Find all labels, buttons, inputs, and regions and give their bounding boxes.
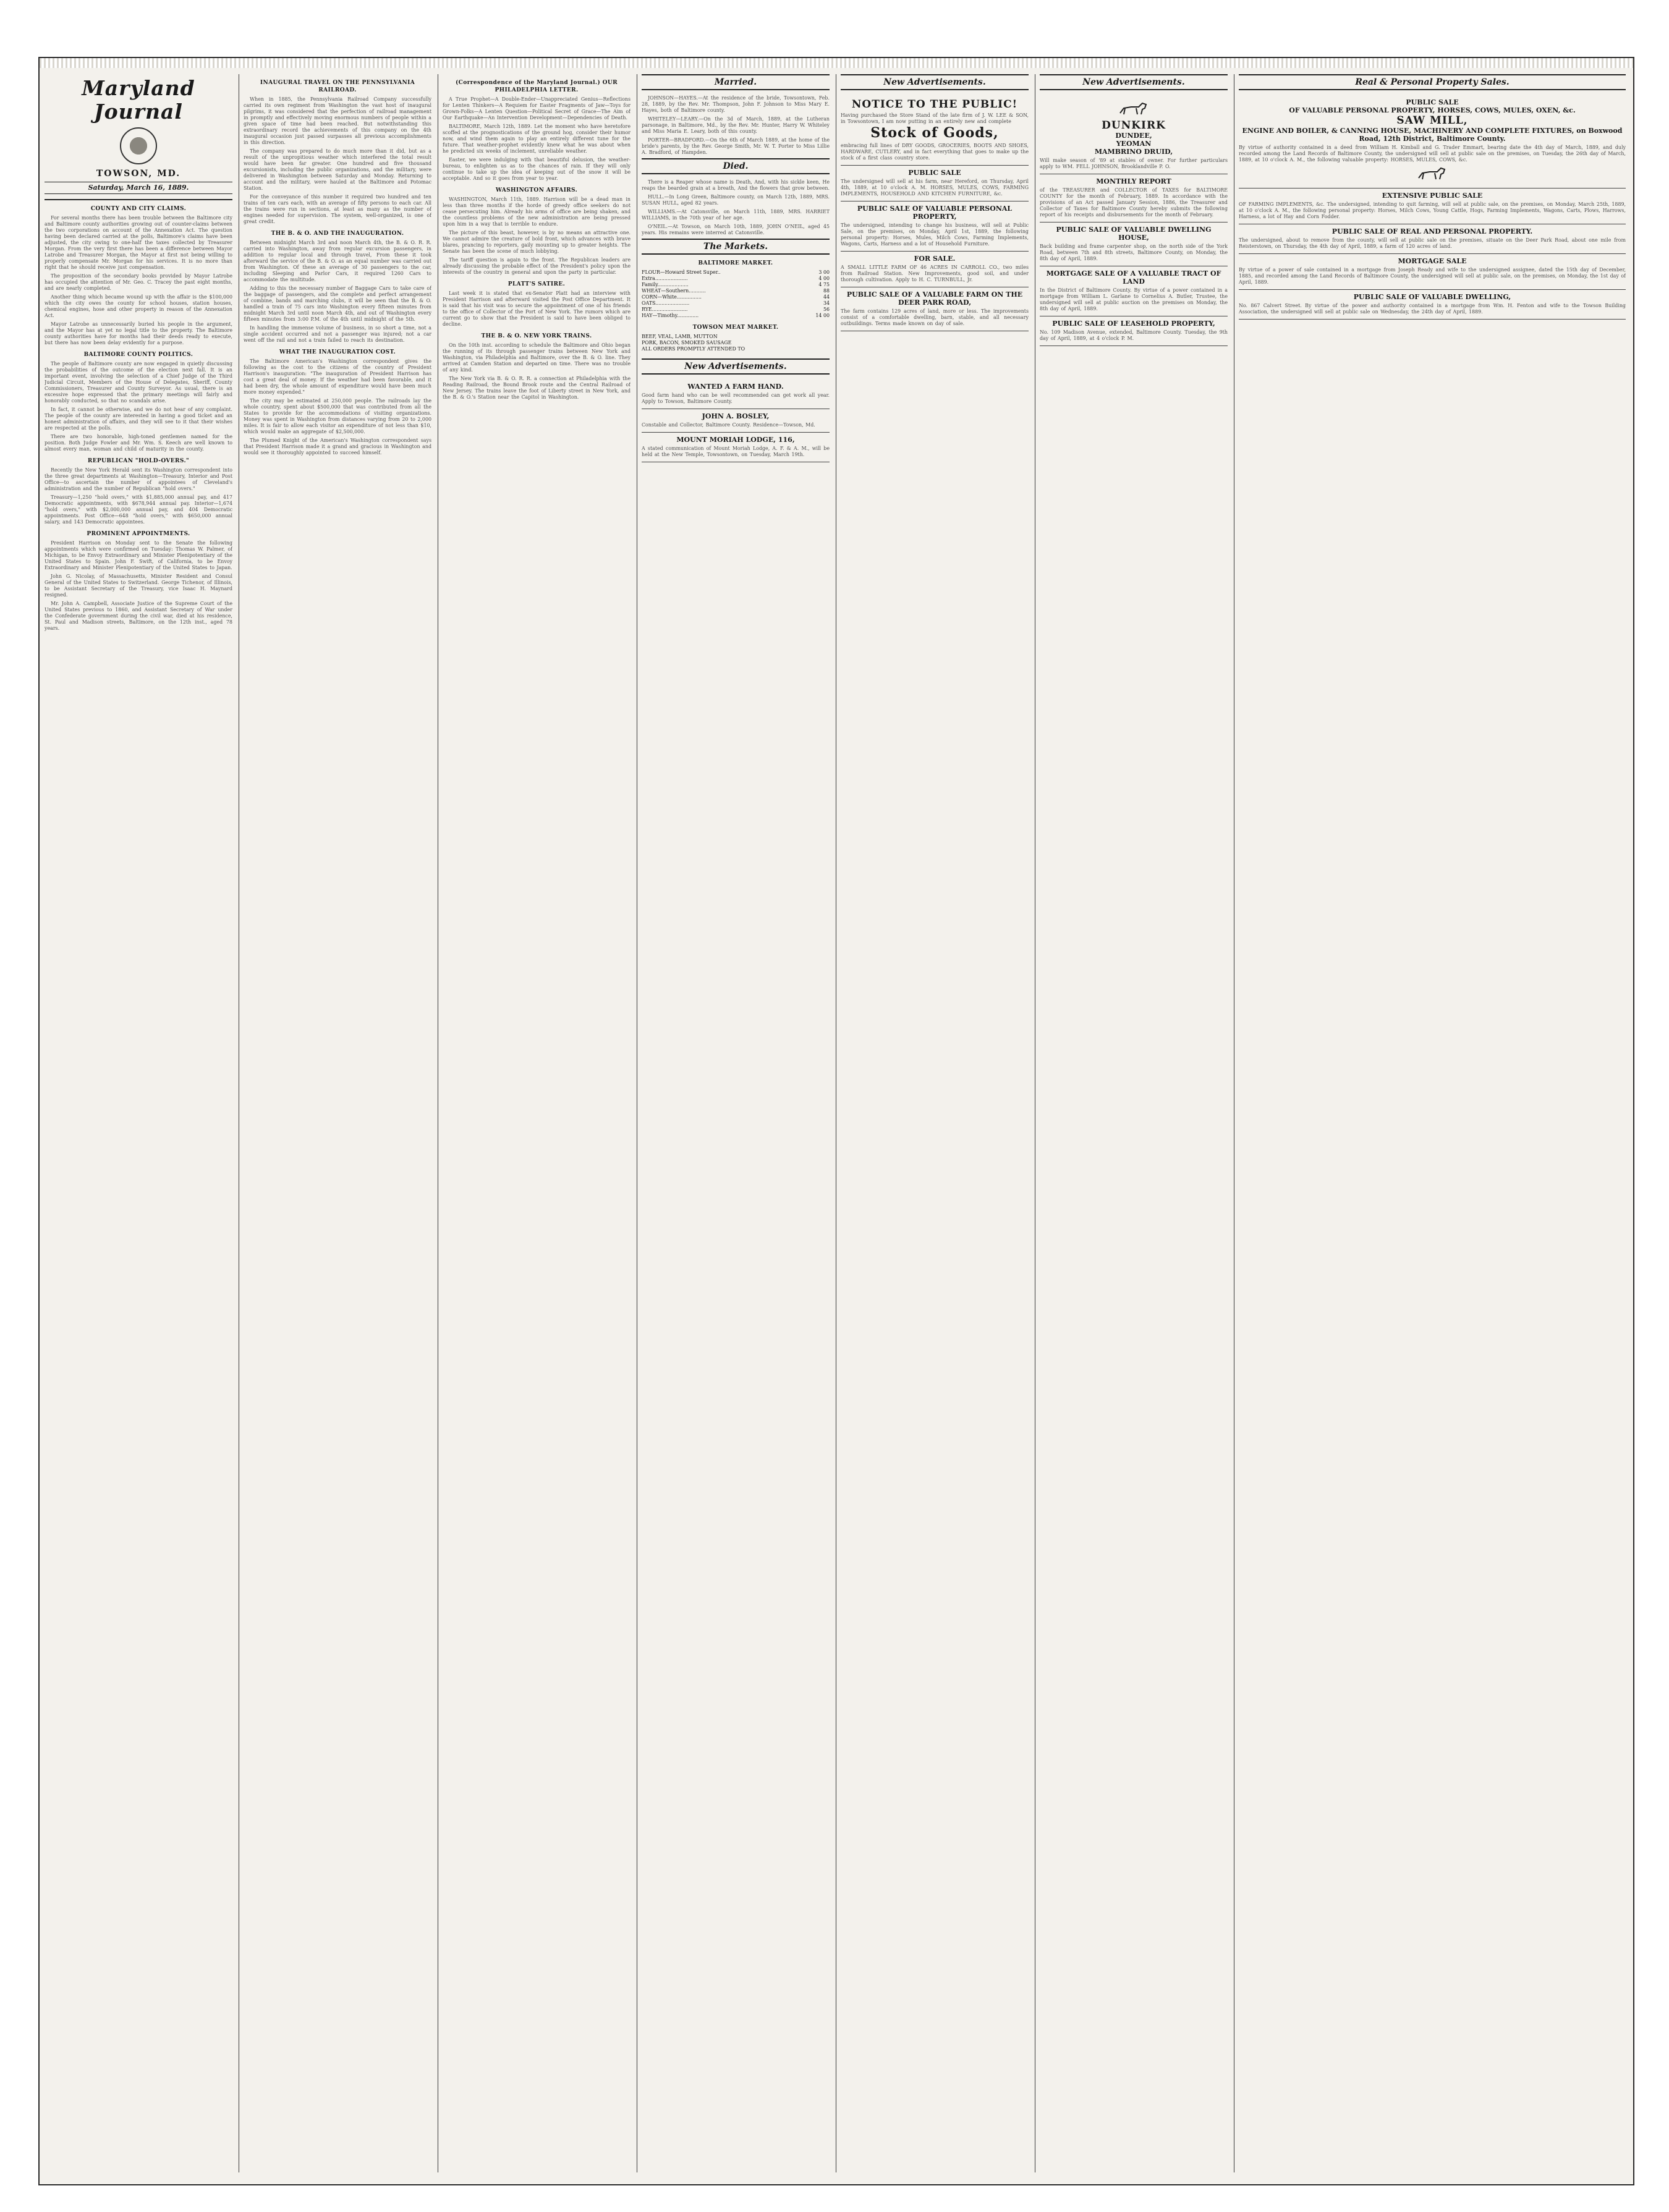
towson-market-table (642, 334, 830, 352)
seal-icon (120, 127, 157, 164)
article-heading: (Correspondence of the Maryland Journal.) OUR PHILADELPHIA LETTER. (455, 80, 618, 93)
markets-heading: The Markets. (642, 239, 830, 255)
towson-market-heading: TOWSON MEAT MARKET. (692, 324, 779, 331)
property-sales-heading: Real & Personal Property Sales. (1239, 74, 1626, 90)
market-price: 34 (823, 300, 830, 306)
market-row (642, 334, 830, 340)
dunkirk-title: DUNKIRK (1102, 119, 1166, 132)
column-4: Married. JOHNSON—HAYES.—At the residence of the bride, Towsontown, Feb. 28, 1889, by the Rev. Mr. Thompson, John F. Johnson to Miss Mary E. Hayes, both of Baltimore county. WHITELEY—LEARY.—On the 3d of March, 1889, at the Lutheran parsonage, in Baltimore, Md., by the Rev. Mr. Hunter, Harry W. Whiteley and Miss Maria E. Leary, both of this county. PORTER—BRADFORD.—On the 6th of March 1889, at the home of the bride's parents, by the Rev. George Smith, Mr. W. T. Porter to Miss Lillie A. Bradford, of Hampden. Died. There is a Reaper whose name is Death, And, with his sickle keen, He reaps the bearded grain at a breath, And the flowers that grow between. HULL.—In Long Green, Baltimore county, on March 12th, 1889, MRS. SUSAN HULL, aged 82 years. WILLIAMS.—At Catonsville, on March 11th, 1889, MRS. HARRIET WILLIAMS, in the 70th year of her age. O'NEIL.—At Towson, on March 10th, 1889, JOHN O'NEIL, aged 45 years. His remains were interred at Catonsville. The Markets. BALTIMORE MARKET. FLOUR—Howard Street Super.. 3 00 Extra..................... 4 00 Family.................... 4 75 WHEAT—Southern........... 88 CORN—White................ 44 OATS...................... 34 RYE....................... 56 HAY—Timothy.............. 14 00 TOWSON MEAT MARKET. BEEF, VEAL, LAMB, MUTTON PORK, BACON, SMOKED SAUSAGE ALL ORDERS PROMPTLY ATTENDED TO New Advertisements. WANTED A FARM HAND. Good farm hand who can be well recommended can get work all year. Apply to Towson, Baltimore County. JOHN A. BOSLEY, Constable and Collector, Baltimore County. Residence—Towson, Md. MOUNT MORIAH LODGE, 116, A stated communication of Mount Moriah Lodge, A. F. & A. M., will be held at the New Temple, Towsontown, on Tuesday, March 19th. (642, 74, 830, 2172)
married-heading: Married. (642, 74, 830, 90)
market-item: ALL ORDERS PROMPTLY ATTENDED TO (642, 346, 745, 352)
market-item: PORK, BACON, SMOKED SAUSAGE (642, 340, 732, 345)
market-row (642, 340, 830, 346)
market-row (642, 288, 830, 294)
died-heading: Died. (642, 158, 830, 174)
new-ads-heading: New Advertisements. (642, 358, 830, 375)
market-row (642, 300, 830, 307)
new-ads-heading: New Advertisements. (1040, 74, 1228, 90)
market-row (642, 313, 830, 319)
article-body: For several months there has been trouble between the Baltimore city and Baltimore county authorities growing out of counter-claims between the two corporations on account of the Annexation Act. The question having been declared carried at the polls, Baltimore's claims have been adjusted, the city owing to one-half the taxes collected by Treasurer Morgan. From the very first there has been a difference between Mayor Latrobe and Treasurer Morgan, the Mayor at first not being willing to properly compensate Mr. Morgan for his services. It is no more than right that he should receive just compensation. The proposition of the secondary books provided by Mayor Latrobe has occupied the attention of Mr. Geo. C. Tracey the past eight months, and are nearly completed. Another thing which became wound up with the affair is the $100,000 which the city owes the county for school houses, station houses, chemical engines, hose and other property in reason of the Annexation Act. Mayor Latrobe as unnecessarily buried his people in the argument, and the Mayor has at yet no legal title to the property. The Baltimore county authorities have for months had their deeds ready to execute, but there has now been delay evidently for a purpose. (45, 215, 232, 345)
article-heading: COUNTY AND CITY CLAIMS. (90, 206, 187, 212)
yeoman-title: YEOMAN (1116, 140, 1152, 148)
market-item: Extra..................... (642, 276, 688, 281)
column-7: Real & Personal Property Sales. PUBLIC SALE OF VALUABLE PERSONAL PROPERTY, HORSES, COWS, MULES, OXEN, &c. SAW MILL, ENGINE AND BOILER, & CANNING HOUSE, MACHINERY AND COMPLETE FIXTURES, on Boxwood Road, 12th District, Baltimore County. By virtue of authority contained in a deed from William H. Kimball and G. Trader Emmart, bearing date the 4th day of March, 1889, and duly recorded among the Land Records of Baltimore County, the undersigned will sell at public sale on the premises, on Tuesday, the 26th day of March, 1889, at 10 o'clock A. M., the following valuable property: HORSES, MULES, COWS, &c. EXTENSIVE PUBLIC SALE OF FARMING IMPLEMENTS, &c. The undersigned, intending to quit farming, will sell at public sale, on the premises, on Monday, March 25th, 1889, at 10 o'clock A. M., the following personal property: Horses, Milch Cows, Young Cattle, Hogs, Farming Implements, Wagons, Carts, Plows, Harrows, Harness, a lot of Hay and Corn Fodder. PUBLIC SALE OF REAL AND PERSONAL PROPERTY. The undersigned, about to remove from the county, will sell at public sale on the premises, situate on the Deer Park Road, about one mile from Reisterstown, on Thursday, the 4th day of April, 1889, a farm of 120 acres of land. MORTGAGE SALE By virtue of a power of sale contained in a mortgage from Joseph Ready and wife to the undersigned assignee, dated the 15th day of December, 1885, and recorded among the Land Records of Baltimore County, the undersigned will sell at public sale, on the premises, on Monday, the 1st day of April, 1889. PUBLIC SALE OF VALUABLE DWELLING, No. 867 Calvert Street. By virtue of the power and authority contained in a mortgage from Wm. H. Fenton and wife to the Towson Building Association, the undersigned will sell at public sale on Wednesday, the 24th day of April, 1889. (1239, 74, 1626, 2172)
column-3: (Correspondence of the Maryland Journal.) OUR PHILADELPHIA LETTER. A True Prophet—A Double-Ender—Unappreciated Genius—Reflections for Lenten Thinkers—A Requiem for Easter Fragments of Jaw—Toys for Grown-Folks—A Lenten Question—Political Secret of Grace—The Aim of Our Earthquake—An Intervention Development—Dependencies of Death. BALTIMORE, March 12th, 1889. Let the moment who have heretofore scoffed at the prognostications of the ground hog, consider their humor now, and wind them again to play an entirely different tune for the future. That weather-prophet evidently knew what he was about when he predicted six weeks of inclement, unreliable weather. Easter, we were indulging with that beautiful delusion, the weather-bureau, to enlighten us as to the chances of rain. If they will only continue to take up the idea of keeping out of the snow it will be acceptable. And so it goes from year to year. WASHINGTON AFFAIRS. WASHINGTON, March 11th, 1889. Harrison will be a dead man in less than three months if the horde of greedy office seekers do not cease persecuting him. Already his arms of office are being shaken, and the countless problems of the new administration are being pressed upon him in a way that is terrible to endure. The picture of this beast, however, is by no means an attractive one. We cannot admire the creature of bold front, which advances with brave blares, prancing to reporters, gaily mounting up to greater heights. The Senate has been the scene of much lobbying. The tariff question is again to the front. The Republican leaders are already discussing the probable effect of the President's policy upon the interests of the country in general and upon the party in particular. PLATT'S SATIRE. Last week it is stated that ex-Senator Platt had an interview with President Harrison and afterward visited the Post Office Department. It is said that his visit was to secure the appointment of one of his friends to the office of Collector of the Port of New York. The rumors which are current go to show that the President is said to have been obliged to decline. THE B. & O. NEW YORK TRAINS. On the 10th inst. according to schedule the Baltimore and Ohio began the running of its through passenger trains between New York and Washington, via Philadelphia and Baltimore, over the B. & O. line. They arrived at Camden Station and departed on time. There was no trouble of any kind. The New York via B. & O. R. R. a connection at Philadelphia with the Reading Railroad, the Bound Brook route and the Central Railroad of New Jersey. The trains leave the foot of Liberty street in New York, and the B. & O.'s Station near the Capitol in Washington. (443, 80, 631, 400)
masthead-place: TOWSON, MD. (96, 169, 181, 179)
market-price: 44 (823, 294, 830, 300)
extensive-sale-title: EXTENSIVE PUBLIC SALE (1382, 192, 1483, 200)
newspaper-sheet (38, 57, 1634, 2185)
scan-edge (40, 58, 1633, 68)
market-item: WHEAT—Southern........... (642, 288, 706, 294)
column-1: Maryland Journal TOWSON, MD. Saturday, March 16, 1889. COUNTY AND CITY CLAIMS. For several months there has been trouble between the Baltimore city and Baltimore county authorities growing out of counter-claims between the two corporations on account of the Annexation Act. The question having been declared carried at the polls, Baltimore's claims have been adjusted, the city owing to one-half the taxes collected by Treasurer Morgan. From the very first there has been a difference between Mayor Latrobe and Treasurer Morgan, the Mayor at first not being willing to properly compensate Mr. Morgan for his services. It is no more than right that he should receive just compensation. The proposition of the secondary books provided by Mayor Latrobe has occupied the attention of Mr. Geo. C. Tracey the past eight months, and are nearly completed. Another thing which became wound up with the affair is the $100,000 which the city owes the county for school houses, station houses, chemical engines, hose and other property in reason of the Annexation Act. Mayor Latrobe as unnecessarily buried his people in the argument, and the Mayor has at yet no legal title to the property. The Baltimore county authorities have for months had their deeds ready to execute, but there has now been delay evidently for a purpose. BALTIMORE COUNTY POLITICS. The people of Baltimore county are now engaged in quietly discussing the probabilities of the outcome of the election next fall. It is an important event, involving the selection of a Chief Judge of the Third Judicial Circuit, Members of the House of Delegates, Sheriff, County Commissioners, Treasurer and County Surveyor. As usual, there is an excessive hope expressed that the primary meetings will fairly and honorably conducted, so that no scandals arise. In fact, it cannot be otherwise, and we do not hear of any complaint. The people of the county are interested in having a good ticket and an honest administration of affairs, and they will see to it that their wishes are respected at the polls. There are two honorable, high-toned gentlemen named for the position. Both Judge Fowler and Mr. Wm. S. Keech are well known to almost every man, woman and child of maturity in the county. REPUBLICAN "HOLD-OVERS." Recently the New York Herald sent its Washington correspondent into the three great departments at Washington—Treasury, Interior and Post Office—to ascertain the number of appointees of Cleveland's administration and the number of Republican "hold overs." Treasury—1,250 "hold overs," with $1,885,000 annual pay, and 417 Democratic appointments, with $678,944 annual pay. Interior—1,674 "hold overs," with $2,000,000 annual pay, and 404 Democratic appointments. Post Office—648 "hold overs," with $650,000 annual salary, and 143 Democratic appointees. PROMINENT APPOINTMENTS. President Harrison on Monday sent to the Senate the following appointments which were confirmed on Tuesday: Thomas W. Palmer, of Michigan, to be Envoy Extraordinary and Minister Plenipotentiary of the United States to Spain. John F. Swift, of California, to be Envoy Extraordinary and Minister Plenipotentiary of the United States to Japan. John G. Nicolay, of Massachusetts, Minister Resident and Consul General of the United States to Switzerland. George Tichenor, of Illinois, to be Assistant Secretary of the Treasury, vice Isaac H. Maynard resigned. Mr. John A. Campbell, Associate Justice of the Supreme Court of the United States previous to 1860, and Assistant Secretary of War under the Confederate government during the civil war, died at his residence, St. Paul and Madison streets, Baltimore, on the 12th inst., aged 78 years. (45, 74, 232, 2172)
horse-icon (1416, 166, 1448, 182)
market-row (642, 282, 830, 288)
market-row (642, 346, 830, 352)
market-item: FLOUR—Howard Street Super.. (642, 269, 721, 275)
market-row (642, 307, 830, 313)
masthead-title: Maryland Journal (82, 76, 195, 124)
market-item: BEEF, VEAL, LAMB, MUTTON (642, 334, 718, 339)
column-6: New Advertisements. DUNKIRK DUNDEE, YEOMAN MAMBRINO DRUID, Will make season of '89 at stables of owner. For further particulars apply to WM. FELL JOHNSON, Brooklandville P. O. MONTHLY REPORT of the TREASURER and COLLECTOR of TAXES for BALTIMORE COUNTY for the month of February, 1889. In accordance with the provisions of an Act passed January Session, 1886, the Treasurer and Collector of Taxes for Baltimore County hereby submits the following report of his receipts and disbursements for the month of February. PUBLIC SALE OF VALUABLE DWELLING HOUSE, Back building and frame carpenter shop, on the north side of the York Road, between 7th and 8th streets, Baltimore County, on Monday, the 8th day of April, 1889. MORTGAGE SALE OF A VALUABLE TRACT OF LAND In the District of Baltimore County. By virtue of a power contained in a mortgage from William L. Garlane to Cornelius A. Butler, Trustee, the undersigned will sell at public auction on the premises on Monday, the 8th day of April, 1889. PUBLIC SALE OF LEASEHOLD PROPERTY, No. 109 Madison Avenue, extended, Baltimore County. Tuesday, the 9th day of April, 1889, at 4 o'clock P. M. (1040, 74, 1228, 2172)
market-price: 56 (823, 307, 830, 312)
market-row (642, 294, 830, 300)
baltimore-market-table (642, 269, 830, 319)
baltimore-market-heading: BALTIMORE MARKET. (698, 260, 773, 266)
column-5: New Advertisements. NOTICE TO THE PUBLIC! Having purchased the Store Stand of the late firm of J. W. LEE & SON, in Towsontown, I am now putting in an entirely new and complete Stock of Goods, embracing full lines of DRY GOODS, GROCERIES, BOOTS AND SHOES, HARDWARE, CUTLERY, and in fact everything that goes to make up the stock of a first class country store. PUBLIC SALE The undersigned will sell at his farm, near Hereford, on Thursday, April 4th, 1889, at 10 o'clock A. M. HORSES, MULES, COWS, FARMING IMPLEMENTS, HOUSEHOLD AND KITCHEN FURNITURE, &c. PUBLIC SALE OF VALUABLE PERSONAL PROPERTY, The undersigned, intending to change his business, will sell at Public Sale, on the premises, on Monday, April 1st, 1889, the following personal property: Horses, Mules, Milch Cows, Farming Implements, Wagons, Carts, Harness and a lot of Household Furniture. FOR SALE. A SMALL LITTLE FARM OF 46 ACRES IN CARROLL CO., two miles from Railroad Station. New Improvements, good soil, and under thorough cultivation. Apply to H. C. TURNBULL, Jr. PUBLIC SALE OF A VALUABLE FARM ON THE DEER PARK ROAD, The farm contains 129 acres of land, more or less. The improvements consist of a comfortable dwelling, barn, stable, and all necessary outbuildings. Terms made known on day of sale. (841, 74, 1029, 2172)
article-subheading: BALTIMORE COUNTY POLITICS. (83, 352, 193, 358)
public-sale-title: PUBLIC SALE (908, 169, 961, 177)
market-item: Family.................... (642, 282, 689, 287)
market-price: 4 00 (818, 276, 830, 281)
notice-title: NOTICE TO THE PUBLIC! (851, 98, 1018, 111)
market-price: 88 (823, 288, 830, 294)
new-ads-heading: New Advertisements. (841, 74, 1029, 90)
horse-icon (1118, 101, 1150, 117)
article-heading: INAUGURAL TRAVEL ON THE PENNSYLVANIA RAILROAD. (260, 80, 415, 93)
stock-of-goods-title: Stock of Goods, (870, 125, 999, 141)
market-price: 14 00 (815, 313, 830, 318)
masthead (45, 74, 232, 200)
column-2: INAUGURAL TRAVEL ON THE PENNSYLVANIA RAILROAD. When in 1885, the Pennsylvania Railroad Company successfully carried its own regiment from Washington the vast host of inaugural pilgrims, it was considered that the perfection of railroad management in promptly and effectively moving enormous numbers of people within a given space of time had been reached. But notwithstanding this extraordinary record the achievements of this company on the 4th inaugural occasion just passed surpasses all previous accomplishments in this direction. The company was prepared to do much more than it did, but as a result of the unpropitious weather which interfered the total result would have been far greater. One hundred and five thousand excursionists, including the public organizations, and the military, were delivered in Washington between Saturday and Monday. Returning to account and the military, were hauled at the Baltimore and Potomac Station. For the conveyance of this number it required two hundred and ten trains of ten cars each, with an average of fifty persons to each car. All the trains were run in sections, at least as many as the number of engines needed for supervision. The system, well-organized, is one of great credit. THE B. & O. AND THE INAUGURATION. Between midnight March 3rd and noon March 4th, the B. & O. R. R. carried into Washington, away from regular excursion passengers, in addition to regular local and through travel, From these it took afterward the service of the B. & O. as an equal number was carried out from Washington. Of these an average of 30 passengers to the car, including Sleeping and Parlor Cars, it required 1260 Cars to accommodate the multitude. Adding to this the necessary number of Baggage Cars to take care of the baggage of passengers, and the complete and perfect arrangement of combine, bands and marching clubs, it will be seen that the B. & O. handled a train of 75 cars into Washington every fifteen minutes from midnight March 3rd until noon March 4th, and out of Washington every fifteen minutes from 3:00 P.M. of the 4th until midnight of the 5th. In handling the immense volume of business, in so short a time, not a single accident occurred and not a passenger was injured; not a car went off the rail and not a train failed to reach its destination. WHAT THE INAUGURATION COST. The Baltimore American's Washington correspondent gives the following as the cost to the citizens of the country of President Harrison's inauguration: "The inauguration of President Harrison has cost a great deal of money. If the weather had been favorable, and it had been dry, the whole amount of expenditure would have been much more money expended." The city may be estimated at 250,000 people. The railroads lay the whole country, spent about $500,000 that was contributed from all the States to provide for the accommodations of visiting organizations. Money was spent in Washington from distances varying from 20 to 2,000 miles. It is fair to allow each visitor an expenditure of not less than $10, which would make an aggregate of $2,500,000. The Plumed Knight of the American's Washington correspondent says that President Harrison made it a grand and gracious in Washington and would see it thoroughly appointed to succeed himself. (244, 80, 431, 456)
market-item: CORN—White................ (642, 294, 702, 300)
market-price: 4 75 (818, 282, 830, 287)
market-price: 3 00 (818, 269, 830, 275)
for-sale-title: FOR SALE. (914, 255, 956, 263)
market-item: RYE....................... (642, 307, 688, 312)
market-row (642, 276, 830, 282)
market-item: HAY—Timothy.............. (642, 313, 699, 318)
market-row (642, 269, 830, 276)
masthead-date: Saturday, March 16, 1889. (45, 182, 232, 194)
mambrino-title: MAMBRINO DRUID, (1094, 148, 1173, 156)
dundee-title: DUNDEE, (1115, 132, 1152, 140)
saw-mill-title: SAW MILL, (1396, 114, 1468, 127)
market-item: OATS...................... (642, 300, 690, 306)
